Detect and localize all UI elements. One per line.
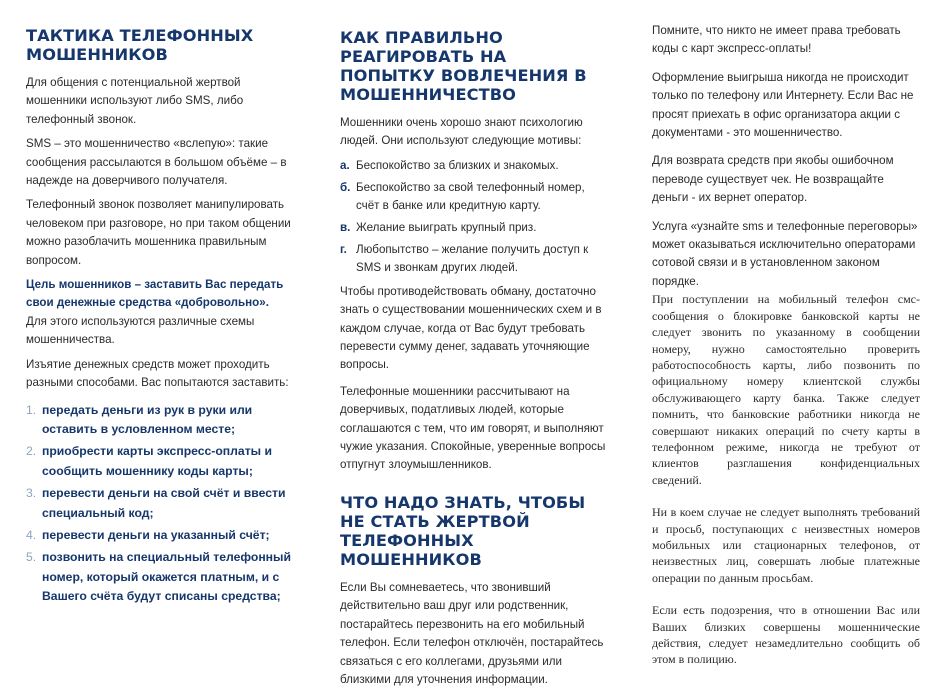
paragraph-counteract: Чтобы противодействовать обману, достаточно знать о существовании мошеннических схем и в каждом случае, когда от Вас будут требовать перевести сумму денег, задавать уточняющие вопросы. — [340, 284, 602, 372]
column-reaction — [340, 0, 606, 689]
section-title-reaction: КАК ПРАВИЛЬНО РЕАГИРОВАТЬ НА ПОПЫТКУ ВОВЛЕЧЕНИЯ В МОШЕННИЧЕСТВО — [340, 28, 587, 104]
list-item: в. Желание выиграть крупный приз. — [340, 220, 537, 234]
column-tactics — [26, 0, 292, 610]
paragraph-methods: Изъятие денежных средств может проходить разными способами. Вас попытаются заставить: — [26, 357, 289, 390]
goal-rest: Для этого используются различные схемы мошенничества. — [26, 314, 255, 347]
column-advice — [652, 0, 920, 668]
section-title-tactics: ТАКТИКА ТЕЛЕФОННЫХ МОШЕННИКОВ — [26, 26, 254, 64]
motives-list — [340, 157, 606, 277]
list-item: б. Беспокойство за свой телефонный номер, счёт в банке или кредитную карту. — [340, 180, 585, 212]
list-item: г. Любопытство – желание получить доступ к SMS и звонкам других людей. — [340, 242, 589, 274]
list-item: 2. приобрести карты экспресс-оплаты и сообщить мошеннику коды карты; — [26, 444, 272, 478]
paragraph-intro: Для общения с потенциальной жертвой мошенники используют либо SMS, либо телефонный звонок. — [26, 76, 244, 126]
paragraph-gullible: Телефонные мошенники рассчитывают на доверчивых, податливых людей, которые соглашаются с тем, что им говорят, и выполняют чужие указания. Спокойные, уверенные вопросы отпугнут злоумышленников. — [340, 384, 606, 472]
paragraph-service: Услуга «узнайте sms и телефонные переговоры» может оказываться исключительно операторами сотовой связи и в установленном законом порядке. — [652, 219, 918, 288]
list-item: 5. позвонить на специальный телефонный номер, который окажется платным, и с Вашего счёта будут списаны средства; — [26, 550, 291, 604]
paragraph-goal — [26, 276, 292, 350]
paragraph-unknown-numbers: Ни в коем случае не следует выполнять требований и просьб, поступающих с неизвестных номеров мобильных или стационарных телефонов, от неизвестных лиц, совершать любые платежные операции по данным просьбам. — [652, 505, 920, 585]
section-title-what-to-know: ЧТО НАДО ЗНАТЬ, ЧТОБЫ НЕ СТАТЬ ЖЕРТВОЙ ТЕЛЕФОННЫХ МОШЕННИКОВ — [340, 492, 586, 569]
paragraph-codes: Помните, что никто не имеет права требовать коды с карт экспресс-оплаты! — [652, 24, 901, 56]
paragraph-card-block: При поступлении на мобильный телефон смс-сообщения о блокировке банковской карты не следует звонить по указанному в сообщении номеру, нужно самостоятельно проверить работоспособность карты, либо позвонить по официальному номеру клиентской службы обслуживающего карту банка. Также следует помнить, что банковские работники никогда не совершают никаких операций по счету карты в телефонном режиме, никогда не требуют от клиентов разглашения конфиденциальных сведений. — [652, 292, 920, 487]
list-item: 3. перевести деньги на свой счёт и ввести специальный код; — [26, 486, 286, 520]
paragraph-police: Если есть подозрения, что в отношении Вас или Ваших близких совершены мошеннические действия, следует незамедлительно сообщить об этом в полицию. — [652, 603, 920, 667]
methods-list — [26, 401, 292, 607]
paragraph-psychology: Мошенники очень хорошо знают психологию людей. Они используют следующие мотивы: — [340, 116, 583, 148]
paragraph-sms: SMS – это мошенничество «вслепую»: такие сообщения рассылаются в большом объёме – в надежде на доверчивого получателя. — [26, 137, 287, 188]
goal-highlight: Цель мошенников – заставить Вас передать свои денежные средства «добровольно». — [26, 278, 284, 310]
paragraph-prize: Оформление выигрыша никогда не происходит только по телефону или Интернету. Если Вас не просят приехать в офис организатора акции с документами - это мошенничество. — [652, 70, 914, 140]
serif-block — [652, 291, 920, 668]
paragraph-refund: Для возврата средств при якобы ошибочном переводе существует чек. Не возвращайте деньги - их вернет оператор. — [652, 154, 894, 205]
paragraph-call-back: Если Вы сомневаетесь, что звонивший действительно ваш друг или родственник, постарайтесь перезвонить на его мобильный телефон. Если телефон отключён, постарайтесь связаться с его коллегами, друзьями или близкими для уточнения информации. — [340, 580, 604, 686]
list-item: а. Беспокойство за близких и знакомых. — [340, 158, 559, 172]
list-item: 1. передать деньги из рук в руки или оставить в условленном месте; — [26, 402, 253, 436]
list-item: 4. перевести деньги на указанный счёт; — [26, 527, 270, 542]
paragraph-call: Телефонный звонок позволяет манипулировать человеком при разговоре, но при таком общении можно разоблачить мошенника правильным вопросом. — [26, 198, 291, 267]
